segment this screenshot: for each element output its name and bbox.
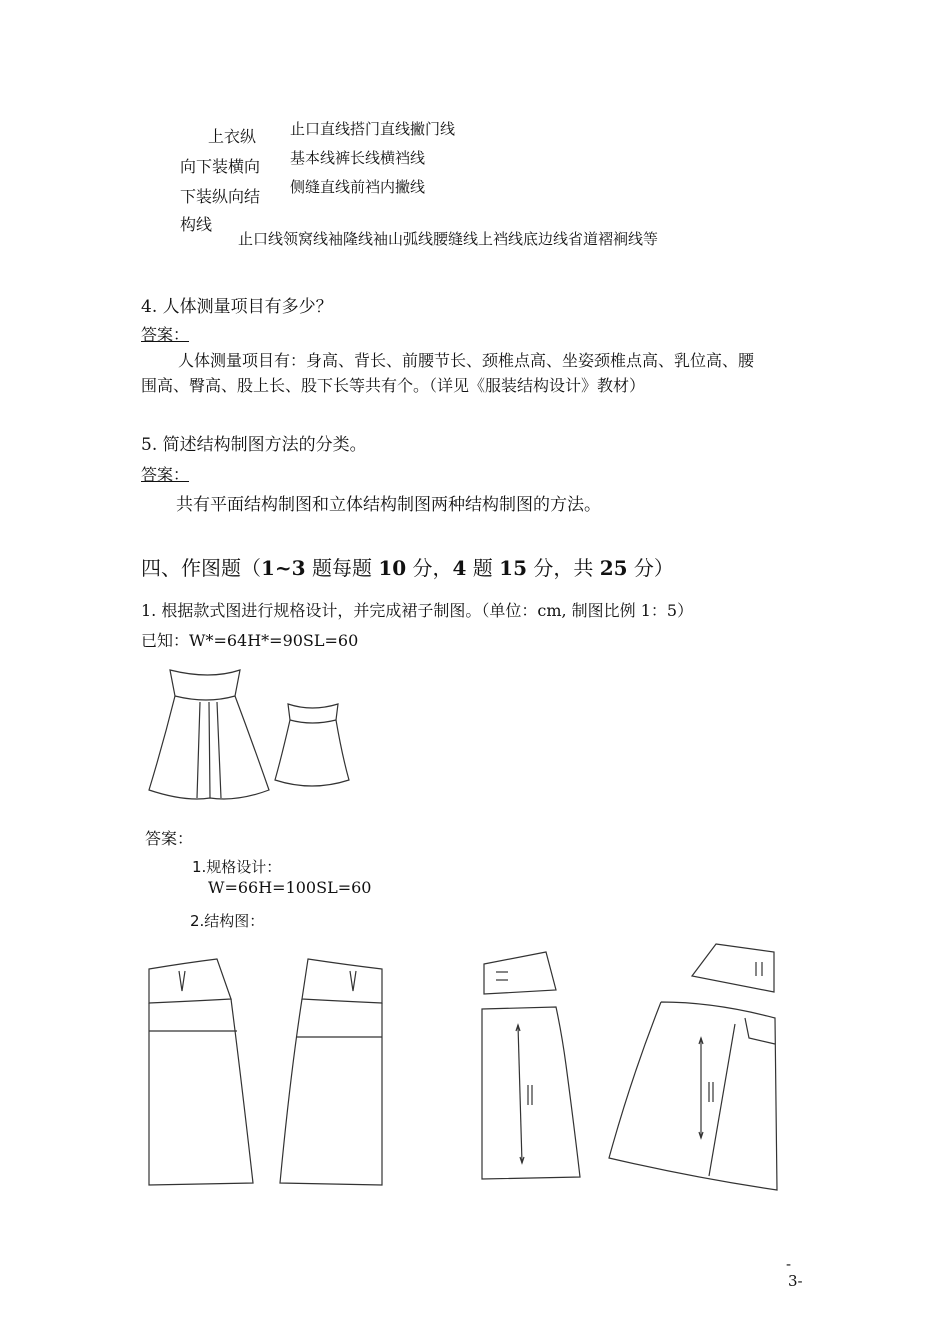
long-skirt-sketch <box>145 664 275 804</box>
short-skirt-sketch <box>272 700 352 792</box>
step-2-structure: 2.结构图： <box>190 912 265 930</box>
table-bottom-line: 止口线领窝线袖隆线袖山弧线腰缝线上裆线底边线省道褶裥线等 <box>238 230 659 248</box>
q4-answer-line-1: 人体测量项目有：身高、背长、前腰节长、颈椎点高、坐姿颈椎点高、乳位高、腰 <box>178 351 755 370</box>
skirt-piece-4 <box>605 998 790 1193</box>
spec-values: W=66H=100SL=60 <box>208 878 372 897</box>
page-dash: - <box>786 1255 792 1273</box>
q1-answer-label: 答案： <box>145 829 194 848</box>
table-right-line-1: 止口直线搭门直线撇门线 <box>290 120 456 138</box>
skirt-piece-3 <box>478 1005 588 1183</box>
back-skirt-pattern <box>278 957 388 1192</box>
page-number: 3- <box>788 1272 803 1290</box>
q5-answer: 共有平面结构制图和立体结构制图两种结构制图的方法。 <box>176 495 601 515</box>
section-4-title: 四、作图题（1~3 题每题 10 分，4 题 15 分，共 25 分） <box>141 556 674 580</box>
waistband-piece-2 <box>690 940 780 1000</box>
q4-answer-line-2: 围高、臀高、股上长、股下长等共有个。（详见《服装结构设计》教材） <box>141 376 646 395</box>
front-skirt-pattern <box>145 957 255 1192</box>
waistband-piece-1 <box>480 950 580 1000</box>
step-1-spec-design: 1.规格设计： <box>192 858 282 876</box>
q5-answer-label: 答案： <box>141 465 190 484</box>
table-left-line-3: 下装纵向结 <box>180 187 261 206</box>
table-left-line-1: 上衣纵 <box>208 127 257 146</box>
table-right-line-3: 侧缝直线前裆内撇线 <box>290 178 426 196</box>
q1-given: 已知：W*=64H*=90SL=60 <box>141 631 359 650</box>
table-left-line-4: 构线 <box>180 215 213 234</box>
q4-question: 4. 人体测量项目有多少？ <box>141 297 333 317</box>
q4-answer-label: 答案： <box>141 325 190 344</box>
table-left-line-2: 向下装横向 <box>180 157 261 176</box>
q1-prompt: 1. 根据款式图进行规格设计，并完成裙子制图。（单位：cm, 制图比例 1：5） <box>141 601 694 620</box>
table-right-line-2: 基本线裤长线横裆线 <box>290 149 426 167</box>
q5-question: 5. 简述结构制图方法的分类。 <box>141 435 367 455</box>
